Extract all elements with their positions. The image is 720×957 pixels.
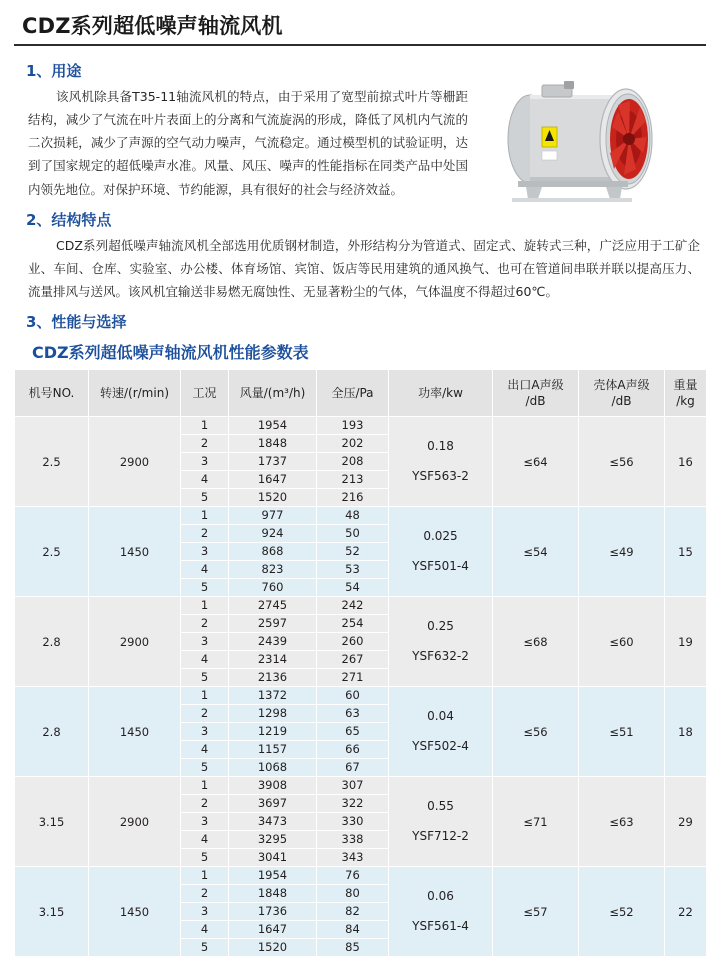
cell-model: 2.5 <box>15 417 89 507</box>
cell-pressure: 48 <box>317 507 389 525</box>
cell-pressure: 80 <box>317 885 389 903</box>
power-value: 0.04 <box>427 709 454 724</box>
motor-model: YSF501-4 <box>412 558 469 573</box>
header-outlet-noise: 出口A声级 /dB <box>493 370 579 417</box>
power-value: 0.18 <box>427 439 454 454</box>
cell-outlet-noise: ≤57 <box>493 867 579 957</box>
section-2-paragraph <box>14 234 706 303</box>
cell-condition: 3 <box>181 813 229 831</box>
cell-weight: 18 <box>665 687 707 777</box>
cell-pressure: 213 <box>317 471 389 489</box>
cell-pressure: 271 <box>317 669 389 687</box>
cell-condition: 2 <box>181 795 229 813</box>
header-flow: 风量/(m³/h) <box>229 370 317 417</box>
cell-flow: 3473 <box>229 813 317 831</box>
cell-condition: 5 <box>181 669 229 687</box>
cell-condition: 1 <box>181 687 229 705</box>
page-title: CDZ系列超低噪声轴流风机 <box>22 14 283 38</box>
section-1-body <box>14 85 706 201</box>
cell-model: 2.8 <box>15 687 89 777</box>
table-body <box>15 417 707 957</box>
cell-pressure: 208 <box>317 453 389 471</box>
cell-flow: 3697 <box>229 795 317 813</box>
cell-condition: 3 <box>181 633 229 651</box>
motor-model: YSF632-2 <box>412 648 469 663</box>
cell-pressure: 84 <box>317 921 389 939</box>
cell-flow: 1954 <box>229 867 317 885</box>
cell-condition: 1 <box>181 507 229 525</box>
cell-weight: 29 <box>665 777 707 867</box>
motor-model: YSF712-2 <box>412 828 469 843</box>
cell-flow: 2439 <box>229 633 317 651</box>
title-divider <box>14 44 706 46</box>
cell-pressure: 202 <box>317 435 389 453</box>
cell-speed: 1450 <box>89 687 181 777</box>
cell-condition: 2 <box>181 705 229 723</box>
cell-condition: 3 <box>181 543 229 561</box>
cell-flow: 2745 <box>229 597 317 615</box>
cell-condition: 4 <box>181 471 229 489</box>
cell-pressure: 242 <box>317 597 389 615</box>
cell-flow: 1520 <box>229 489 317 507</box>
table-row <box>15 777 707 795</box>
table-caption: CDZ系列超低噪声轴流风机性能参数表 <box>32 343 309 362</box>
motor-model: YSF563-2 <box>412 468 469 483</box>
motor-model: YSF502-4 <box>412 738 469 753</box>
cell-flow: 1298 <box>229 705 317 723</box>
cell-case-noise: ≤51 <box>579 687 665 777</box>
header-case-noise: 壳体A声级 /dB <box>579 370 665 417</box>
cell-pressure: 85 <box>317 939 389 957</box>
cell-weight: 22 <box>665 867 707 957</box>
cell-flow: 2136 <box>229 669 317 687</box>
cell-condition: 5 <box>181 849 229 867</box>
cell-flow: 2597 <box>229 615 317 633</box>
cell-condition: 1 <box>181 867 229 885</box>
section-heading-2: 2、结构特点 <box>26 210 112 229</box>
power-value: 0.025 <box>423 529 458 544</box>
cell-pressure: 50 <box>317 525 389 543</box>
cell-pressure: 343 <box>317 849 389 867</box>
header-weight: 重量 /kg <box>665 370 707 417</box>
header-power: 功率/kw <box>389 370 493 417</box>
cell-pressure: 267 <box>317 651 389 669</box>
cell-speed: 2900 <box>89 417 181 507</box>
cell-pressure: 260 <box>317 633 389 651</box>
cell-pressure: 307 <box>317 777 389 795</box>
power-value: 0.06 <box>427 889 454 904</box>
cell-flow: 1068 <box>229 759 317 777</box>
cell-power <box>389 867 493 957</box>
table-row <box>15 687 707 705</box>
header-condition: 工况 <box>181 370 229 417</box>
table-row <box>15 867 707 885</box>
cell-condition: 5 <box>181 489 229 507</box>
cell-power <box>389 687 493 777</box>
axial-fan-photo <box>468 77 698 207</box>
cell-speed: 1450 <box>89 507 181 597</box>
cell-flow: 1848 <box>229 435 317 453</box>
cell-weight: 19 <box>665 597 707 687</box>
cell-condition: 2 <box>181 525 229 543</box>
cell-speed: 2900 <box>89 597 181 687</box>
cell-outlet-noise: ≤68 <box>493 597 579 687</box>
table-row <box>15 597 707 615</box>
cell-flow: 1954 <box>229 417 317 435</box>
cell-condition: 5 <box>181 939 229 957</box>
cell-pressure: 322 <box>317 795 389 813</box>
cell-flow: 1848 <box>229 885 317 903</box>
cell-condition: 5 <box>181 759 229 777</box>
cell-flow: 3908 <box>229 777 317 795</box>
cell-pressure: 54 <box>317 579 389 597</box>
cell-power <box>389 777 493 867</box>
cell-pressure: 193 <box>317 417 389 435</box>
cell-flow: 1520 <box>229 939 317 957</box>
cell-condition: 5 <box>181 579 229 597</box>
cell-flow: 977 <box>229 507 317 525</box>
cell-flow: 1647 <box>229 921 317 939</box>
cell-model: 3.15 <box>15 777 89 867</box>
cell-flow: 1372 <box>229 687 317 705</box>
section-heading-3: 3、性能与选择 <box>26 313 127 331</box>
cell-flow: 868 <box>229 543 317 561</box>
cell-flow: 3295 <box>229 831 317 849</box>
cell-condition: 4 <box>181 741 229 759</box>
cell-flow: 1219 <box>229 723 317 741</box>
cell-case-noise: ≤49 <box>579 507 665 597</box>
cell-condition: 3 <box>181 453 229 471</box>
header-model: 机号NO. <box>15 370 89 417</box>
cell-pressure: 216 <box>317 489 389 507</box>
fan-illustration <box>468 77 698 207</box>
power-value: 0.25 <box>427 619 454 634</box>
cell-pressure: 63 <box>317 705 389 723</box>
header-pressure: 全压/Pa <box>317 370 389 417</box>
cell-speed: 1450 <box>89 867 181 957</box>
cell-flow: 2314 <box>229 651 317 669</box>
power-value: 0.55 <box>427 799 454 814</box>
cell-pressure: 82 <box>317 903 389 921</box>
cell-flow: 3041 <box>229 849 317 867</box>
cell-outlet-noise: ≤56 <box>493 687 579 777</box>
cell-condition: 2 <box>181 435 229 453</box>
cell-flow: 1647 <box>229 471 317 489</box>
cell-condition: 1 <box>181 597 229 615</box>
cell-case-noise: ≤63 <box>579 777 665 867</box>
cell-flow: 1737 <box>229 453 317 471</box>
cell-pressure: 338 <box>317 831 389 849</box>
section-1-text: 该风机除具备T35-11轴流风机的特点，由于采用了宽型前掠式叶片等栅距结构，减少了气流在叶片表面上的分离和气流旋涡的形成，降低了风机内气流的二次损耗，减少了声源的空气动力噪声，气流稳定。通过模型机的试验证明，达到了国家规定的超低噪声水准。风量、风压、噪声的性能指标在同类产品中处国内领先地位。对保护环境、节约能源，具有很好的社会与经济效益。 <box>28 89 468 197</box>
cell-pressure: 52 <box>317 543 389 561</box>
cell-flow: 760 <box>229 579 317 597</box>
cell-power <box>389 597 493 687</box>
cell-model: 2.8 <box>15 597 89 687</box>
cell-model: 2.5 <box>15 507 89 597</box>
cell-speed: 2900 <box>89 777 181 867</box>
cell-condition: 2 <box>181 615 229 633</box>
cell-condition: 4 <box>181 651 229 669</box>
cell-case-noise: ≤56 <box>579 417 665 507</box>
cell-weight: 16 <box>665 417 707 507</box>
cell-pressure: 66 <box>317 741 389 759</box>
cell-pressure: 65 <box>317 723 389 741</box>
cell-condition: 3 <box>181 903 229 921</box>
table-row <box>15 507 707 525</box>
cell-case-noise: ≤52 <box>579 867 665 957</box>
cell-condition: 4 <box>181 921 229 939</box>
cell-pressure: 254 <box>317 615 389 633</box>
cell-condition: 3 <box>181 723 229 741</box>
cell-pressure: 53 <box>317 561 389 579</box>
header-speed: 转速/(r/min) <box>89 370 181 417</box>
motor-model: YSF561-4 <box>412 918 469 933</box>
cell-outlet-noise: ≤64 <box>493 417 579 507</box>
section-2-text: CDZ系列超低噪声轴流风机全部选用优质钢材制造，外形结构分为管道式、固定式、旋转式三种，广泛应用于工矿企业、车间、仓库、实验室、办公楼、体育场馆、宾馆、饭店等民用建筑的通风换气、也可在管道间串联并联以提高压力、流量排风与送风。该风机宜输送非易燃无腐蚀性、无显著粉尘的气体，气体温度不得超过60℃。 <box>28 237 700 299</box>
cell-condition: 2 <box>181 885 229 903</box>
cell-condition: 4 <box>181 831 229 849</box>
cell-pressure: 330 <box>317 813 389 831</box>
cell-flow: 924 <box>229 525 317 543</box>
cell-pressure: 60 <box>317 687 389 705</box>
cell-condition: 4 <box>181 561 229 579</box>
performance-table <box>14 369 707 957</box>
section-1-paragraph <box>14 85 474 201</box>
cell-flow: 823 <box>229 561 317 579</box>
cell-condition: 1 <box>181 777 229 795</box>
table-row <box>15 417 707 435</box>
cell-outlet-noise: ≤71 <box>493 777 579 867</box>
cell-case-noise: ≤60 <box>579 597 665 687</box>
cell-model: 3.15 <box>15 867 89 957</box>
cell-pressure: 67 <box>317 759 389 777</box>
section-heading-1: 1、用途 <box>26 62 82 80</box>
cell-weight: 15 <box>665 507 707 597</box>
cell-flow: 1736 <box>229 903 317 921</box>
cell-flow: 1157 <box>229 741 317 759</box>
cell-condition: 1 <box>181 417 229 435</box>
cell-power <box>389 417 493 507</box>
table-header-row <box>15 370 707 417</box>
cell-power <box>389 507 493 597</box>
cell-outlet-noise: ≤54 <box>493 507 579 597</box>
cell-pressure: 76 <box>317 867 389 885</box>
